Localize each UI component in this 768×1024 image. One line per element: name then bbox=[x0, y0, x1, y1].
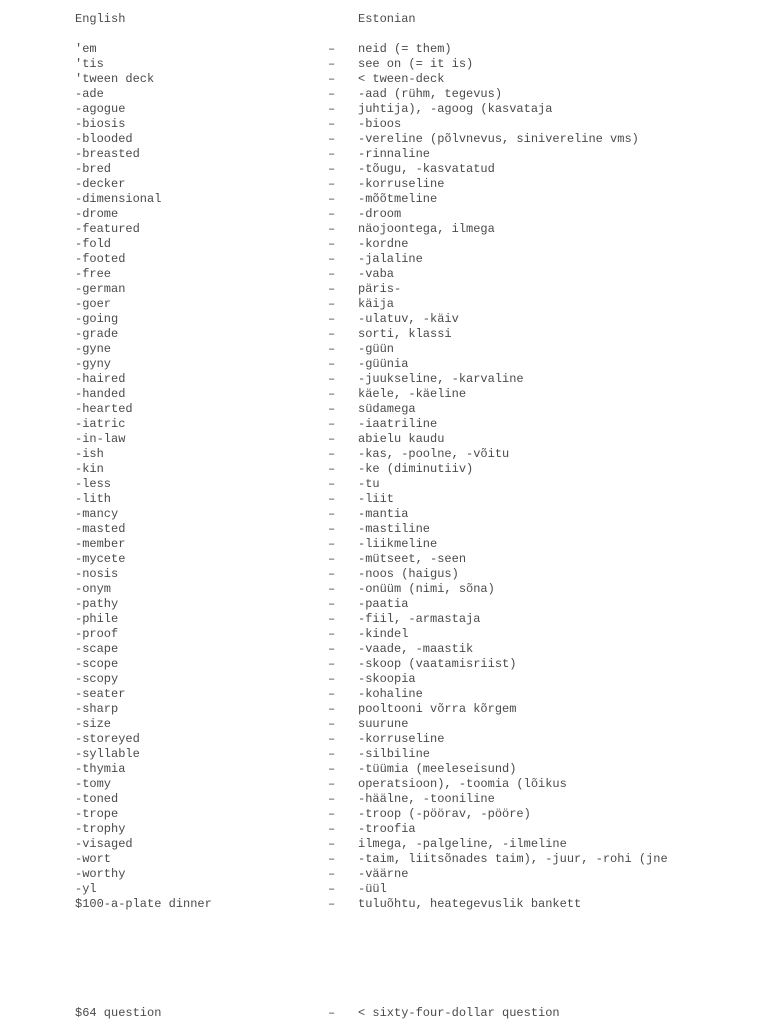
list-item bbox=[0, 282, 768, 297]
entry-separator: – bbox=[328, 747, 336, 761]
list-item bbox=[0, 657, 768, 672]
list-item bbox=[0, 582, 768, 597]
entry-separator: – bbox=[328, 402, 336, 416]
entry-estonian: -skoop (vaatamisriist) bbox=[358, 657, 517, 671]
entry-estonian: päris- bbox=[358, 282, 402, 296]
list-item bbox=[0, 237, 768, 252]
entry-estonian: -ke (diminutiiv) bbox=[358, 462, 474, 476]
list-item bbox=[0, 357, 768, 372]
entry-english: -handed bbox=[75, 387, 126, 401]
entry-separator: – bbox=[328, 477, 336, 491]
entry-english: -bred bbox=[75, 162, 112, 176]
entry-separator: – bbox=[328, 147, 336, 161]
entry-list bbox=[0, 42, 768, 912]
list-item bbox=[0, 807, 768, 822]
list-item bbox=[0, 552, 768, 567]
list-item bbox=[0, 897, 768, 912]
entry-estonian: -liikmeline bbox=[358, 537, 438, 551]
entry-english: -iatric bbox=[75, 417, 126, 431]
entry-estonian: -silbiline bbox=[358, 747, 431, 761]
list-item bbox=[0, 747, 768, 762]
list-item bbox=[0, 57, 768, 72]
entry-english: -grade bbox=[75, 327, 119, 341]
entry-estonian: operatsioon), -toomia (lõikus bbox=[358, 777, 567, 791]
entry-estonian: -kohaline bbox=[358, 687, 423, 701]
entry-separator: – bbox=[328, 162, 336, 176]
entry-separator: – bbox=[328, 297, 336, 311]
entry-separator: – bbox=[328, 882, 336, 896]
entry-separator: – bbox=[328, 852, 336, 866]
entry-estonian: -häälne, -tooniline bbox=[358, 792, 495, 806]
entry-estonian: sorti, klassi bbox=[358, 327, 452, 341]
entry-english: $64 question bbox=[75, 1006, 162, 1020]
entry-separator: – bbox=[328, 207, 336, 221]
entry-separator: – bbox=[328, 567, 336, 581]
entry-separator: – bbox=[328, 642, 336, 656]
list-item bbox=[0, 672, 768, 687]
entry-separator: – bbox=[328, 702, 336, 716]
entry-separator: – bbox=[328, 252, 336, 266]
list-item bbox=[0, 402, 768, 417]
entry-english: -less bbox=[75, 477, 112, 491]
entry-estonian: -skoopia bbox=[358, 672, 416, 686]
entry-estonian: käele, -käeline bbox=[358, 387, 467, 401]
entry-separator: – bbox=[328, 732, 336, 746]
entry-english: -wort bbox=[75, 852, 112, 866]
entry-estonian: -tu bbox=[358, 477, 380, 491]
entry-separator: – bbox=[328, 132, 336, 146]
entry-english: -scope bbox=[75, 657, 119, 671]
entry-estonian: -troop (-pöörav, -pööre) bbox=[358, 807, 531, 821]
entry-separator: – bbox=[328, 372, 336, 386]
list-item bbox=[0, 462, 768, 477]
entry-english: 'tis bbox=[75, 57, 104, 71]
entry-english: 'tween deck bbox=[75, 72, 155, 86]
entry-english: -proof bbox=[75, 627, 119, 641]
entry-english: -featured bbox=[75, 222, 140, 236]
entry-separator: – bbox=[328, 597, 336, 611]
entry-english: -ish bbox=[75, 447, 104, 461]
list-item bbox=[0, 702, 768, 717]
list-item bbox=[0, 612, 768, 627]
entry-english: -in-law bbox=[75, 432, 126, 446]
list-item bbox=[0, 372, 768, 387]
entry-english: -drome bbox=[75, 207, 119, 221]
entry-separator: – bbox=[328, 822, 336, 836]
entry-separator: – bbox=[328, 777, 336, 791]
list-item bbox=[0, 267, 768, 282]
entry-separator: – bbox=[328, 492, 336, 506]
entry-estonian: -onüüm (nimi, sõna) bbox=[358, 582, 495, 596]
list-item bbox=[0, 222, 768, 237]
entry-estonian: -liit bbox=[358, 492, 395, 506]
entry-english: -dimensional bbox=[75, 192, 162, 206]
entry-english: -trophy bbox=[75, 822, 126, 836]
entry-separator: – bbox=[328, 357, 336, 371]
entry-estonian: < tween-deck bbox=[358, 72, 445, 86]
entry-estonian: -tõugu, -kasvatatud bbox=[358, 162, 495, 176]
entry-estonian: -aad (rühm, tegevus) bbox=[358, 87, 503, 101]
entry-english: -nosis bbox=[75, 567, 119, 581]
entry-estonian: -iaatriline bbox=[358, 417, 438, 431]
list-item bbox=[0, 717, 768, 732]
entry-english: -agogue bbox=[75, 102, 126, 116]
entry-estonian: -kindel bbox=[358, 627, 409, 641]
entry-estonian: -üül bbox=[358, 882, 387, 896]
entry-english: -scape bbox=[75, 642, 119, 656]
entry-english: -storeyed bbox=[75, 732, 140, 746]
entry-separator: – bbox=[328, 267, 336, 281]
entry-separator: – bbox=[328, 657, 336, 671]
entry-separator: – bbox=[328, 72, 336, 86]
list-item bbox=[0, 72, 768, 87]
entry-english: -ade bbox=[75, 87, 104, 101]
list-item bbox=[0, 177, 768, 192]
entry-separator: – bbox=[328, 762, 336, 776]
list-item bbox=[0, 327, 768, 342]
entry-estonian: -güün bbox=[358, 342, 395, 356]
entry-separator: – bbox=[328, 792, 336, 806]
entry-english: 'em bbox=[75, 42, 97, 56]
entry-separator: – bbox=[328, 417, 336, 431]
entry-english: -phile bbox=[75, 612, 119, 626]
entry-separator: – bbox=[328, 327, 336, 341]
entry-estonian: -mõõtmeline bbox=[358, 192, 438, 206]
list-item bbox=[0, 867, 768, 882]
list-item bbox=[0, 207, 768, 222]
list-item bbox=[0, 387, 768, 402]
entry-english: -blooded bbox=[75, 132, 133, 146]
entry-english: -kin bbox=[75, 462, 104, 476]
list-item bbox=[0, 102, 768, 117]
entry-separator: – bbox=[328, 462, 336, 476]
list-item bbox=[0, 762, 768, 777]
entry-separator: – bbox=[328, 612, 336, 626]
entry-estonian: südamega bbox=[358, 402, 416, 416]
list-item bbox=[0, 792, 768, 807]
list-item bbox=[0, 432, 768, 447]
entry-english: -hearted bbox=[75, 402, 133, 416]
entry-english: -decker bbox=[75, 177, 126, 191]
entry-english: -seater bbox=[75, 687, 126, 701]
entry-estonian: -jalaline bbox=[358, 252, 423, 266]
entry-estonian: käija bbox=[358, 297, 395, 311]
column-header bbox=[0, 12, 768, 27]
entry-english: -size bbox=[75, 717, 112, 731]
entry-estonian: -väärne bbox=[358, 867, 409, 881]
list-item bbox=[0, 822, 768, 837]
entry-estonian: pooltooni võrra kõrgem bbox=[358, 702, 517, 716]
entry-estonian: neid (= them) bbox=[358, 42, 452, 56]
entry-estonian: -mantia bbox=[358, 507, 409, 521]
entry-separator: – bbox=[328, 522, 336, 536]
entry-separator: – bbox=[328, 807, 336, 821]
entry-english: $100-a-plate dinner bbox=[75, 897, 212, 911]
entry-english: -goer bbox=[75, 297, 112, 311]
list-item bbox=[0, 417, 768, 432]
entry-estonian: < sixty-four-dollar question bbox=[358, 1006, 560, 1020]
entry-english: -tomy bbox=[75, 777, 112, 791]
list-item bbox=[0, 477, 768, 492]
entry-english: -mancy bbox=[75, 507, 119, 521]
entry-separator: – bbox=[328, 432, 336, 446]
entry-estonian: -bioos bbox=[358, 117, 402, 131]
entry-separator: – bbox=[328, 687, 336, 701]
entry-separator: – bbox=[328, 87, 336, 101]
entry-estonian: -mastiline bbox=[358, 522, 431, 536]
entry-estonian: -troofia bbox=[358, 822, 416, 836]
entry-english: -biosis bbox=[75, 117, 126, 131]
entry-separator: – bbox=[328, 1006, 336, 1020]
entry-separator: – bbox=[328, 552, 336, 566]
list-item bbox=[0, 627, 768, 642]
entry-english: -yl bbox=[75, 882, 97, 896]
list-item bbox=[0, 42, 768, 57]
list-item bbox=[0, 567, 768, 582]
entry-english: -gyny bbox=[75, 357, 112, 371]
entry-estonian: -noos (haigus) bbox=[358, 567, 459, 581]
entry-estonian: -korruseline bbox=[358, 732, 445, 746]
entry-estonian: -fiil, -armastaja bbox=[358, 612, 481, 626]
list-item bbox=[0, 597, 768, 612]
entry-english: -fold bbox=[75, 237, 112, 251]
entry-separator: – bbox=[328, 192, 336, 206]
entry-separator: – bbox=[328, 717, 336, 731]
list-item bbox=[0, 297, 768, 312]
list-item bbox=[0, 192, 768, 207]
entry-separator: – bbox=[328, 672, 336, 686]
entry-english: -sharp bbox=[75, 702, 119, 716]
entry-separator: – bbox=[328, 342, 336, 356]
entry-separator: – bbox=[328, 837, 336, 851]
list-item bbox=[0, 312, 768, 327]
entry-estonian: -droom bbox=[358, 207, 402, 221]
entry-estonian: -kordne bbox=[358, 237, 409, 251]
entry-english: -mycete bbox=[75, 552, 126, 566]
entry-estonian: -güünia bbox=[358, 357, 409, 371]
entry-separator: – bbox=[328, 897, 336, 911]
entry-separator: – bbox=[328, 387, 336, 401]
entry-english: -thymia bbox=[75, 762, 126, 776]
list-item bbox=[0, 342, 768, 357]
list-item bbox=[0, 642, 768, 657]
footer-entry bbox=[0, 1006, 768, 1021]
entry-english: -visaged bbox=[75, 837, 133, 851]
entry-separator: – bbox=[328, 582, 336, 596]
entry-separator: – bbox=[328, 237, 336, 251]
entry-separator: – bbox=[328, 507, 336, 521]
entry-english: -lith bbox=[75, 492, 112, 506]
list-item bbox=[0, 837, 768, 852]
entry-estonian: -taim, liitsõnades taim), -juur, -rohi (jne bbox=[358, 852, 668, 866]
entry-separator: – bbox=[328, 177, 336, 191]
entry-estonian: näojoontega, ilmega bbox=[358, 222, 495, 236]
list-item bbox=[0, 537, 768, 552]
list-item bbox=[0, 777, 768, 792]
entry-english: -german bbox=[75, 282, 126, 296]
list-item bbox=[0, 882, 768, 897]
entry-english: -toned bbox=[75, 792, 119, 806]
entry-separator: – bbox=[328, 222, 336, 236]
entry-separator: – bbox=[328, 42, 336, 56]
list-item bbox=[0, 522, 768, 537]
entry-estonian: -vereline (põlvnevus, sinivereline vms) bbox=[358, 132, 639, 146]
entry-estonian: juhtija), -agoog (kasvataja bbox=[358, 102, 553, 116]
list-item bbox=[0, 87, 768, 102]
list-item bbox=[0, 147, 768, 162]
entry-estonian: see on (= it is) bbox=[358, 57, 474, 71]
entry-estonian: ilmega, -palgeline, -ilmeline bbox=[358, 837, 567, 851]
entry-estonian: -mütseet, -seen bbox=[358, 552, 467, 566]
list-item bbox=[0, 852, 768, 867]
list-item bbox=[0, 117, 768, 132]
entry-english: -syllable bbox=[75, 747, 140, 761]
list-item bbox=[0, 492, 768, 507]
header-estonian: Estonian bbox=[358, 12, 416, 26]
entry-estonian: -vaba bbox=[358, 267, 395, 281]
entry-english: -footed bbox=[75, 252, 126, 266]
entry-english: -trope bbox=[75, 807, 119, 821]
entry-estonian: suurune bbox=[358, 717, 409, 731]
entry-english: -gyne bbox=[75, 342, 112, 356]
list-item bbox=[0, 687, 768, 702]
entry-separator: – bbox=[328, 447, 336, 461]
entry-english: -masted bbox=[75, 522, 126, 536]
entry-english: -onym bbox=[75, 582, 112, 596]
list-item bbox=[0, 252, 768, 267]
entry-estonian: -kas, -poolne, -võitu bbox=[358, 447, 510, 461]
list-item bbox=[0, 447, 768, 462]
header-english: English bbox=[75, 12, 126, 26]
entry-separator: – bbox=[328, 627, 336, 641]
entry-english: -pathy bbox=[75, 597, 119, 611]
entry-estonian: abielu kaudu bbox=[358, 432, 445, 446]
entry-estonian: -ulatuv, -käiv bbox=[358, 312, 459, 326]
list-item bbox=[0, 162, 768, 177]
entry-english: -haired bbox=[75, 372, 126, 386]
entry-english: -free bbox=[75, 267, 112, 281]
entry-estonian: -juukseline, -karvaline bbox=[358, 372, 524, 386]
entry-estonian: -paatia bbox=[358, 597, 409, 611]
entry-estonian: -korruseline bbox=[358, 177, 445, 191]
entry-estonian: -tüümia (meeleseisund) bbox=[358, 762, 517, 776]
list-item bbox=[0, 507, 768, 522]
entry-separator: – bbox=[328, 537, 336, 551]
entry-separator: – bbox=[328, 117, 336, 131]
entry-estonian: -vaade, -maastik bbox=[358, 642, 474, 656]
list-item bbox=[0, 732, 768, 747]
entry-separator: – bbox=[328, 282, 336, 296]
entry-english: -going bbox=[75, 312, 119, 326]
entry-separator: – bbox=[328, 867, 336, 881]
entry-english: -worthy bbox=[75, 867, 126, 881]
entry-separator: – bbox=[328, 312, 336, 326]
entry-estonian: -rinnaline bbox=[358, 147, 431, 161]
entry-separator: – bbox=[328, 102, 336, 116]
entry-english: -scopy bbox=[75, 672, 119, 686]
entry-estonian: tuluõhtu, heategevuslik bankett bbox=[358, 897, 582, 911]
entry-english: -breasted bbox=[75, 147, 140, 161]
entry-separator: – bbox=[328, 57, 336, 71]
entry-english: -member bbox=[75, 537, 126, 551]
list-item bbox=[0, 132, 768, 147]
